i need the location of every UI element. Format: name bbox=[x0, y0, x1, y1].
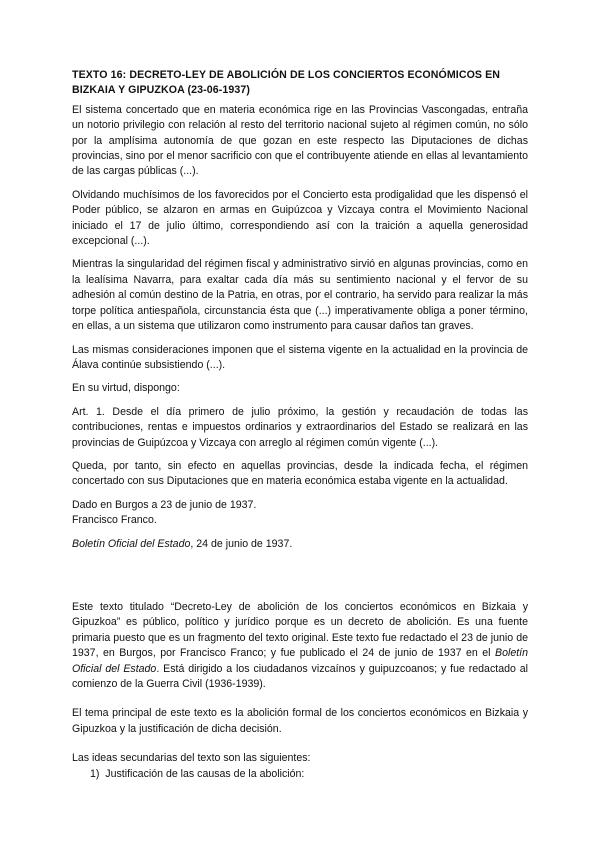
source-citation bbox=[72, 537, 528, 552]
decree-paragraph: El sistema concertado que en materia económica rige en las Provincias Vascongadas, entraña un notorio privilegio con relación al resto del territorio nacional sujeto al régimen común, no sólo por la amplísima autonomía de que gozan en este respecto las Diputaciones de dichas provincias, sino por el menor sacrificio con que el contribuyente atiende en ellas al levantamiento de las cargas públicas (...). bbox=[72, 103, 528, 178]
decree-article: Art. 1. Desde el día primero de julio próximo, la gestión y recaudación de todas las contribuciones, rentas e impuestos ordinarios y extraordinarios del Estado se realizará en las provincias de Guipúzcoa y Vizcaya con arreglo al régimen común vigente (...). bbox=[72, 405, 528, 449]
secondary-ideas-list bbox=[72, 767, 528, 782]
document-page bbox=[72, 68, 528, 782]
decree-paragraph: Mientras la singularidad del régimen fiscal y administrativo sirvió en algunas provincias, como en la lealísima Navarra, para exaltar cada día más su sentimiento nacional y el fervor de su adhesión al común destino de la Patria, en otras, por el contrario, ha servido para realizar la más torpe política antiespañola, circunstancia ésta que (...) imperativamente obliga a poner término, en ellas, a un sistema que utilizaron como instrumento para causar daños tan graves. bbox=[72, 258, 528, 333]
source-date: , 24 de junio de 1937. bbox=[190, 537, 293, 550]
commentary-text: . Está dirigido a los ciudadanos vizcaínos y guipuzcoanos; y fue redactado al comienzo de la Guerra Civil (1936-1939). bbox=[72, 662, 528, 690]
document-title: TEXTO 16: DECRETO-LEY DE ABOLICIÓN DE LOS CONCIERTOS ECONÓMICOS EN BIZKAIA Y GIPUZKOA (23-06-1937) bbox=[72, 69, 501, 97]
signature-signer: Francisco Franco. bbox=[72, 514, 157, 527]
section-gap bbox=[72, 560, 528, 600]
decree-paragraph: Las mismas consideraciones imponen que el sistema vigente en la actualidad en la provincia de Álava continúe subsistiendo (...). bbox=[72, 343, 528, 371]
signature-place-date: Dado en Burgos a 23 de junio de 1937. bbox=[72, 498, 257, 511]
decree-paragraph: Queda, por tanto, sin efecto en aquellas provincias, desde la indicada fecha, el régimen concertado con sus Diputaciones que en materia económica estaba vigente en la actualidad. bbox=[72, 459, 528, 488]
list-item: 1) Justificación de las causas de la abolición: bbox=[90, 767, 305, 780]
decree-paragraph: En su virtud, dispongo: bbox=[72, 382, 180, 395]
decree-paragraph: Olvidando muchísimos de los favorecidos por el Concierto esta prodigalidad que les dispensó el Poder público, se alzaron en armas en Guipúzcoa y Vizcaya contra el Movimiento Nacional iniciado el 17 de julio último, correspondiendo así con la traición a aquella generosidad excepcional (...). bbox=[72, 188, 528, 248]
commentary-paragraph: El tema principal de este texto es la abolición formal de los conciertos económicos en Bizkaia y Gipuzkoa y la justificación de dicha decisión. bbox=[72, 707, 528, 735]
commentary-paragraph bbox=[72, 600, 528, 692]
commentary-text: Este texto titulado “Decreto-Ley de abolición de los conciertos económicos en Bizkaia y Gipuzkoa” es público, político y jurídico porque es un decreto de abolición. Es una fuente primaria puesto que es un fragmento del texto original. Este texto fue redactado el 23 de junio de 1937, en Burgos, por Francisco Franco; y fue publicado el 24 de junio de 1937 en el bbox=[72, 600, 528, 660]
commentary-italic: Boletín Oficial del Estado bbox=[72, 647, 528, 675]
source-publication: Boletín Oficial del Estado bbox=[72, 537, 191, 550]
commentary-paragraph: Las ideas secundarias del texto son las siguientes: bbox=[72, 752, 311, 765]
